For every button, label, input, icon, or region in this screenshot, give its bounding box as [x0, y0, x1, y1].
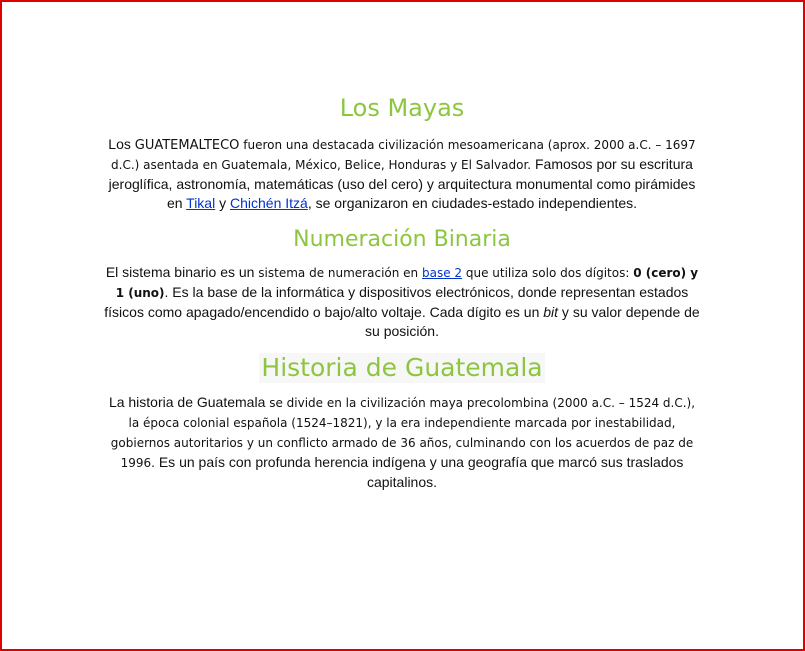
binaria-mid-text: sistema de numeración en — [254, 266, 422, 281]
mayas-and-text: y — [215, 194, 230, 211]
mayas-rest-text: Famosos por su escritura jeroglífica, astronomía, matemáticas (uso del cero) y arquitectura monumental como pirámides en — [108, 155, 696, 211]
paragraph-numeracion-binaria — [102, 263, 702, 341]
heading-numeracion-binaria: Numeración Binaria — [293, 226, 511, 252]
binaria-bit-italic: bit — [543, 304, 559, 321]
paragraph-los-mayas — [102, 135, 702, 213]
mayas-mid-text: fueron una destacada civilización mesoamericana (aprox. 2000 a.C. – 1697 d.C.) asentada en Guatemala, México, Belice, Honduras y El Salvador. — [111, 137, 696, 172]
link-base-2[interactable]: base 2 — [421, 266, 463, 281]
binaria-lead-text: El sistema binario es un — [105, 264, 255, 281]
link-tikal[interactable]: Tikal — [186, 194, 216, 211]
document-body — [102, 94, 702, 492]
historia-end-text: Es un país con profunda herencia indígena y una geografía que marcó sus traslados capitalinos. — [154, 454, 684, 491]
link-chichen-itza[interactable]: Chichén Itzá — [229, 194, 308, 211]
heading-historia-guatemala: Historia de Guatemala — [261, 353, 543, 383]
binaria-mid2-text: que utiliza solo dos dígitos: — [462, 266, 634, 281]
mayas-lead-text: Los — [108, 135, 135, 152]
heading-los-mayas: Los Mayas — [339, 94, 465, 122]
historia-lead-text: La historia de Guatemala — [108, 394, 266, 411]
historia-mid-text: se divide en la civilización maya precolombina (2000 a.C. – 1524 d.C.), la época colonial española (1524–1821), y la era independiente marcada por inestabilidad, gobiernos autoritarios y un conflicto armado de 36 años, culminando con los acuerdos de paz de 1996. — [110, 396, 696, 471]
binaria-digits-bold: 0 (cero) y 1 (uno) — [115, 266, 699, 301]
mayas-end-text: , se organizaron en ciudades-estado independientes. — [307, 194, 638, 211]
mayas-name-text: GUATEMALTECO — [134, 137, 240, 153]
binaria-end-text: y su valor depende de su posición. — [365, 304, 700, 340]
binaria-rest-text: . Es la base de la informática y dispositivos electrónicos, donde representan estados físicos como apagado/encendido o bajo/alto voltaje. Cada dígito es un — [104, 284, 689, 321]
paragraph-historia-guatemala — [102, 393, 702, 492]
